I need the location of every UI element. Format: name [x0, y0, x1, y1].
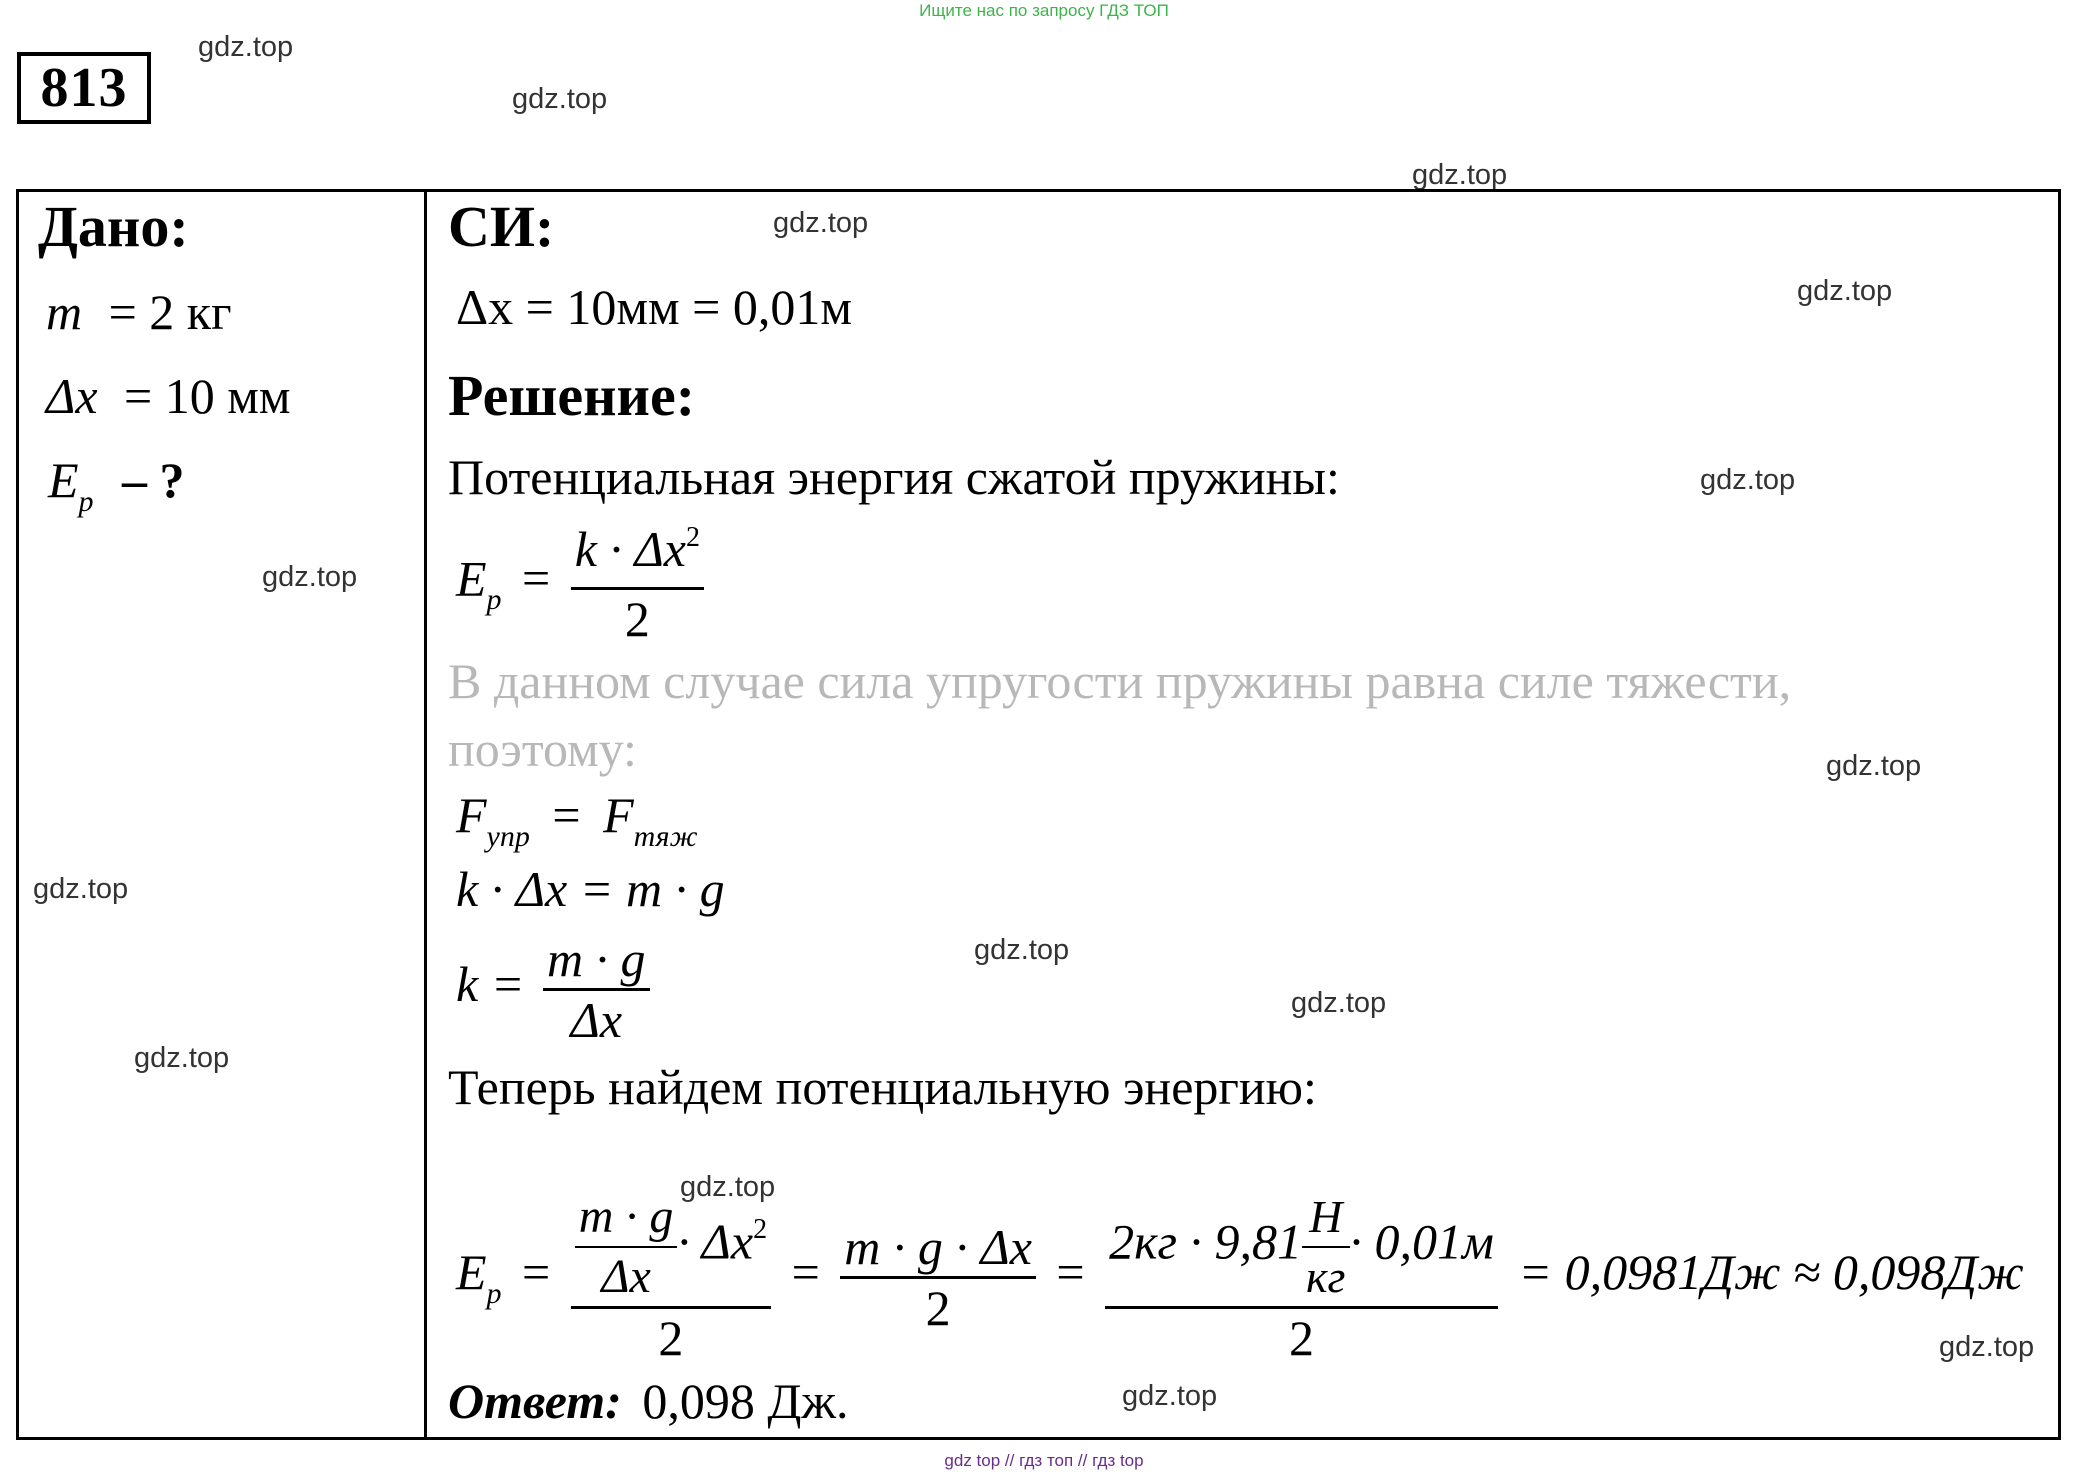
- f5-fraction-2: $\frac{m \cdot g \cdot \Delta x}{2}$: [840, 1218, 1036, 1337]
- watermark: gdz.top: [262, 561, 358, 593]
- formula-potential-energy: $E_p$ = $\frac{k \cdot \Delta x^2}{2}$: [456, 520, 704, 648]
- watermark: gdz.top: [198, 31, 294, 63]
- watermark: gdz.top: [1122, 1380, 1218, 1412]
- energy-symbol: E: [48, 452, 79, 508]
- f1-lhs: E: [456, 550, 487, 607]
- f1-denominator: 2: [624, 591, 650, 647]
- f1-sub: p: [486, 583, 502, 617]
- solution-text-2: [448, 652, 2048, 710]
- unknown-mark: – ?: [122, 452, 185, 508]
- answer-value: 0,098 Дж.: [642, 1373, 849, 1429]
- f1-fraction: $\frac{k \cdot \Delta x^2}{2}$: [571, 520, 704, 648]
- compression-value: = 10 мм: [124, 368, 291, 424]
- given-mass: [46, 283, 232, 341]
- f4-fraction: $\frac{m \cdot g}{\Delta x}$: [543, 930, 650, 1049]
- watermark: gdz.top: [33, 873, 129, 905]
- watermark: gdz.top: [680, 1171, 776, 1203]
- watermark: gdz.top: [134, 1042, 230, 1074]
- solution-text-2a: В данном случае сила упругости пружины равна силе тяжести,: [448, 653, 1792, 709]
- watermark: gdz.top: [1291, 987, 1387, 1019]
- compression-symbol: Δx: [46, 368, 98, 424]
- given-heading: Дано:: [38, 194, 189, 259]
- answer-label: Ответ:: [448, 1373, 622, 1429]
- footer-links[interactable]: gdz top // гдз топ // гдз top: [944, 1451, 1144, 1470]
- answer: [448, 1372, 848, 1430]
- formula-stiffness: k = $\frac{m \cdot g}{\Delta x}$: [456, 930, 650, 1049]
- watermark: gdz.top: [1412, 159, 1508, 191]
- si-heading: СИ:: [448, 194, 555, 259]
- watermark: gdz.top: [1939, 1331, 2035, 1363]
- watermark: gdz.top: [1826, 750, 1922, 782]
- problem-number: 813: [17, 52, 151, 124]
- f1-numerator: k · Δx: [574, 521, 686, 577]
- given-unknown: [48, 451, 185, 517]
- f5-fraction-3: 2кг · 9,81 $\frac{Н}{кг}$ · 0,01м 2: [1105, 1188, 1498, 1367]
- watermark: gdz.top: [512, 83, 608, 115]
- solution-text-2b: поэтому:: [448, 721, 637, 777]
- formula-forces-equal: $F_{упр} = F_{тяж}$: [456, 787, 698, 853]
- given-compression: [46, 367, 291, 425]
- f5-fraction-1: $\frac{m \cdot g}{\Delta x}$ · $\Delta x^2$ 2: [571, 1188, 771, 1367]
- energy-subscript: p: [78, 485, 94, 518]
- mass-value: = 2 кг: [108, 284, 232, 340]
- formula-final: $E_p$ = $\frac{m \cdot g}{\Delta x}$ · $\Delta x^2$ 2 = $\frac{m \cdot g \cdot \Delta x}{2}$ = 2кг · 9,81 $\frac{Н}{кг}$ · 0,01м 2 = 0,0981Дж ≈ 0,098Дж: [456, 1190, 2024, 1366]
- si-conversion: Δx = 10мм = 0,01м: [456, 279, 852, 335]
- solution-text-3: Теперь найдем потенциальную энергию:: [448, 1059, 1317, 1115]
- watermark: gdz.top: [773, 207, 869, 239]
- watermark: gdz.top: [974, 934, 1070, 966]
- column-divider: [424, 189, 427, 1438]
- watermark: gdz.top: [1797, 275, 1893, 307]
- mass-symbol: m: [46, 284, 83, 340]
- top-banner[interactable]: Ищите нас по запросу ГДЗ ТОП: [919, 1, 1169, 20]
- formula-hooke: k · Δx = m · g: [456, 861, 725, 917]
- solution-text-1: Потенциальная энергия сжатой пружины:: [448, 449, 1340, 505]
- solution-heading: Решение:: [448, 363, 696, 428]
- watermark: gdz.top: [1700, 464, 1796, 496]
